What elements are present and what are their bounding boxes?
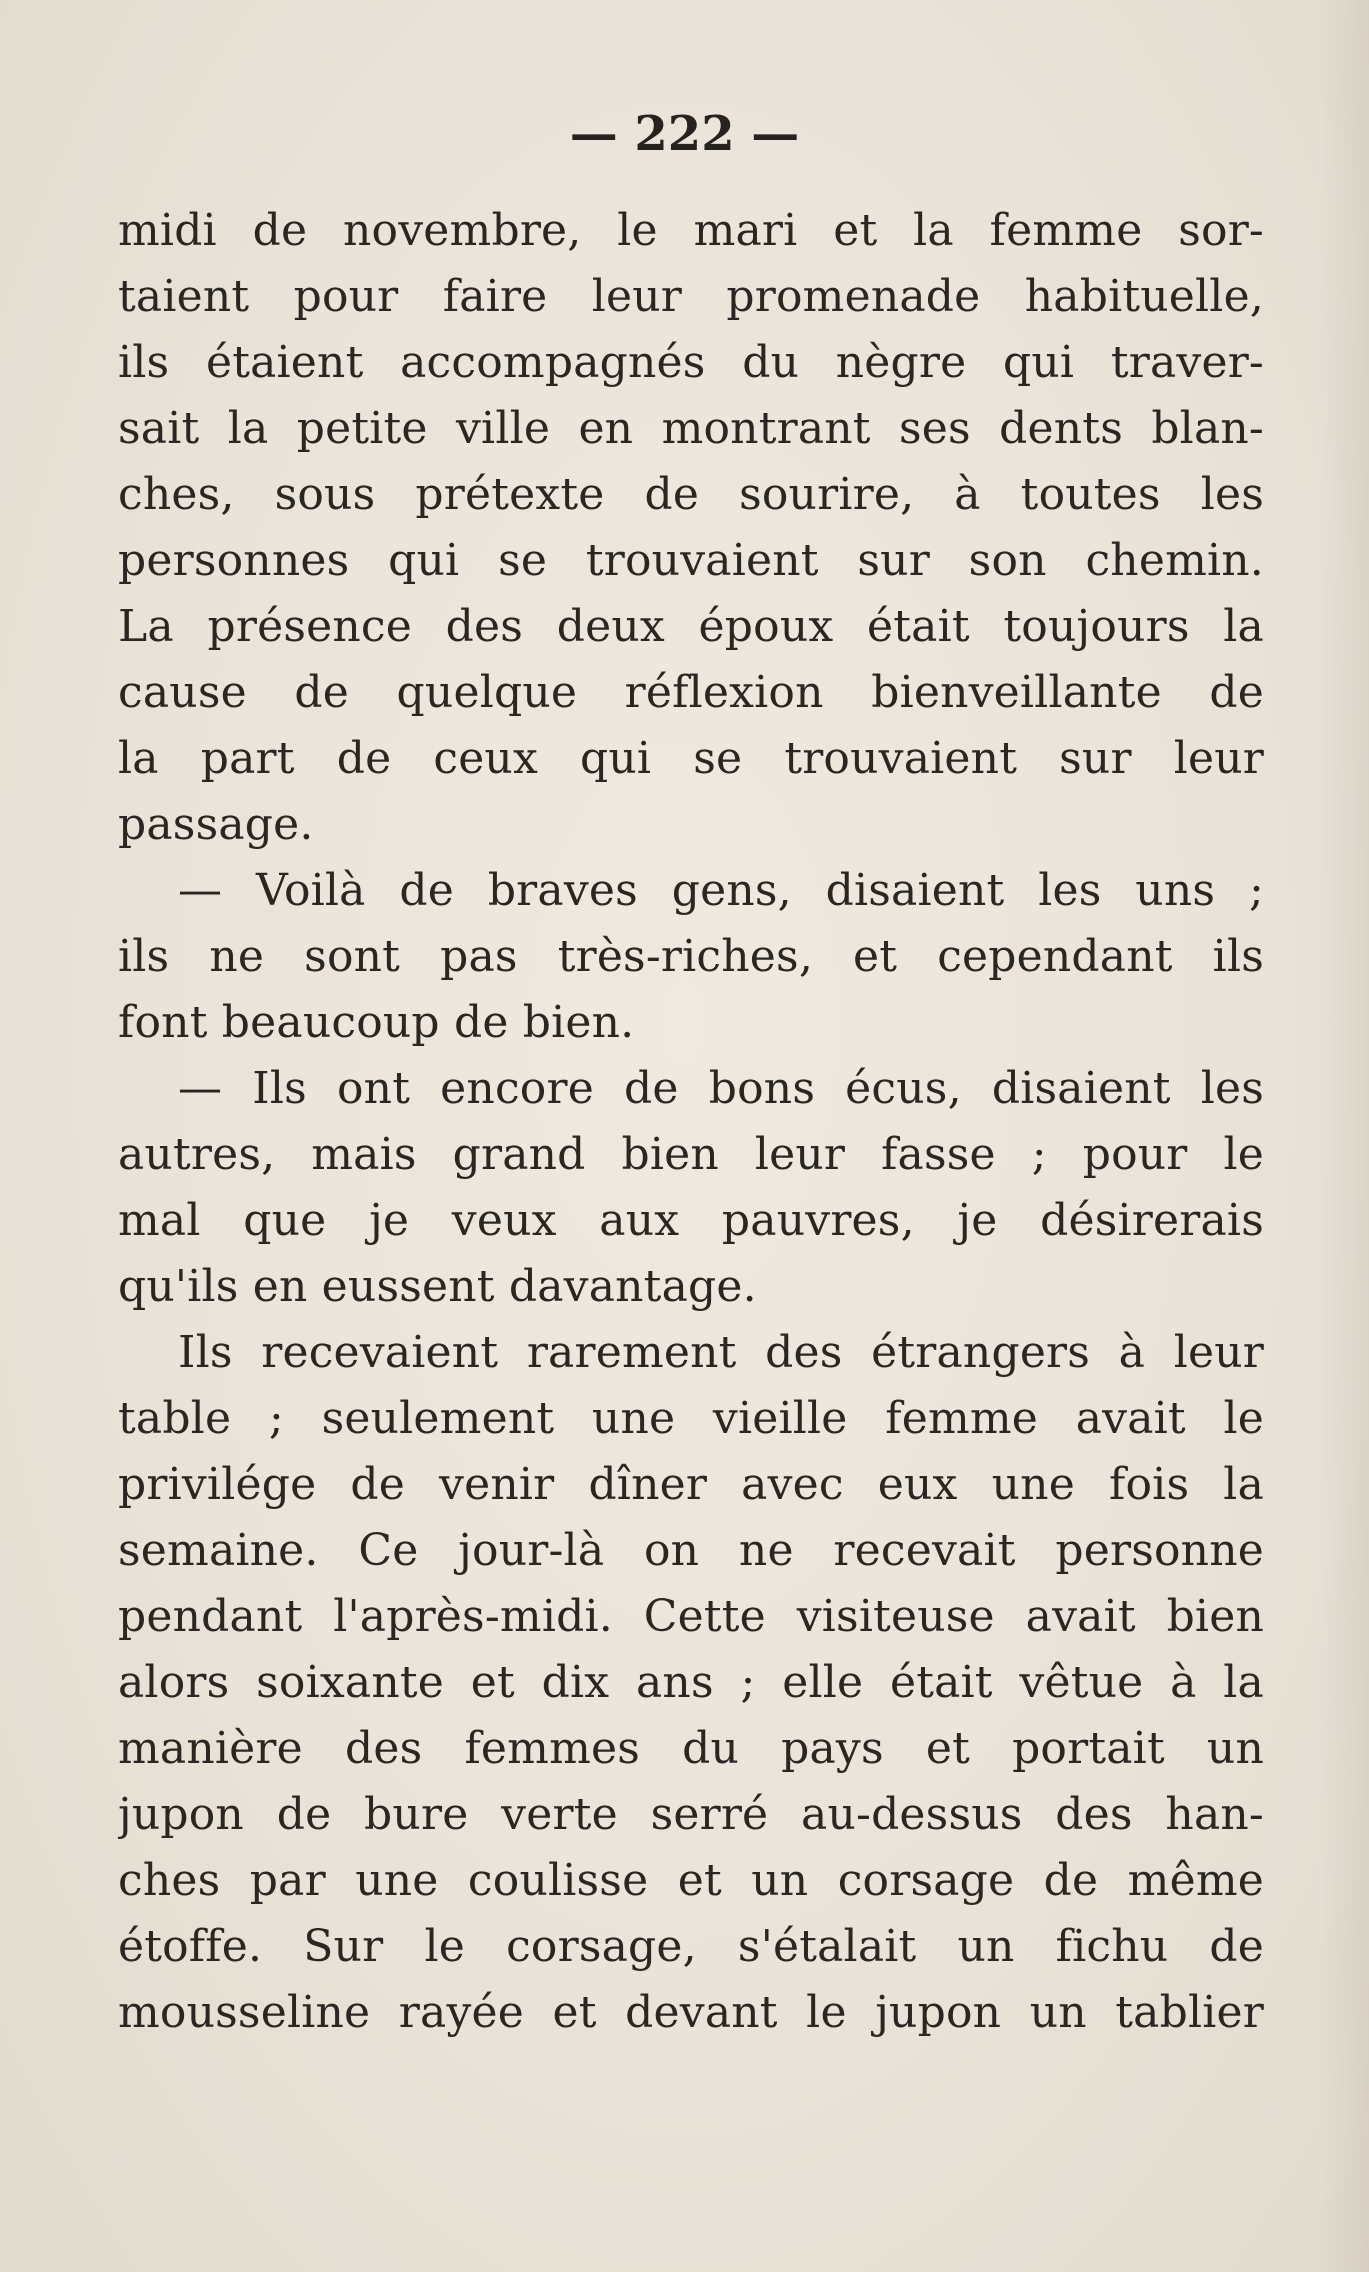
- text-line: sait la petite ville en montrant ses dents blan-: [118, 403, 1264, 454]
- text-line: La présence des deux époux était toujours la: [118, 601, 1264, 652]
- text-line: étoffe. Sur le corsage, s'étalait un fichu de: [118, 1921, 1264, 1972]
- text-line: table ; seulement une vieille femme avait le: [118, 1393, 1264, 1444]
- text-line: pendant l'après-midi. Cette visiteuse avait bien: [118, 1591, 1264, 1642]
- text-line: — Ils ont encore de bons écus, disaient les: [178, 1063, 1264, 1114]
- text-line: — Voilà de braves gens, disaient les uns ;: [178, 865, 1264, 916]
- text-line: qu'ils en eussent davantage.: [118, 1261, 757, 1312]
- text-line: mousseline rayée et devant le jupon un tablier: [118, 1987, 1264, 2038]
- text-line: midi de novembre, le mari et la femme sor-: [118, 205, 1264, 256]
- text-line: ils ne sont pas très-riches, et cependant ils: [118, 931, 1264, 982]
- text-line: ches par une coulisse et un corsage de même: [118, 1855, 1264, 1906]
- page-number: — 222 —: [569, 106, 800, 162]
- text-line: ils étaient accompagnés du nègre qui traver-: [118, 337, 1264, 388]
- text-line: jupon de bure verte serré au-dessus des han-: [118, 1789, 1264, 1840]
- text-line: font beaucoup de bien.: [118, 997, 635, 1048]
- text-line: personnes qui se trouvaient sur son chemin.: [118, 535, 1264, 586]
- text-line: autres, mais grand bien leur fasse ; pour le: [118, 1129, 1264, 1180]
- text-line: Ils recevaient rarement des étrangers à leur: [178, 1327, 1264, 1378]
- text-line: privilége de venir dîner avec eux une fois la: [118, 1459, 1264, 1510]
- text-line: la part de ceux qui se trouvaient sur leur: [118, 733, 1264, 784]
- text-line: cause de quelque réflexion bienveillante de: [118, 667, 1264, 718]
- text-line: ches, sous prétexte de sourire, à toutes les: [118, 469, 1264, 520]
- text-line: mal que je veux aux pauvres, je désirerais: [118, 1195, 1264, 1246]
- page-edge-shadow: [1319, 0, 1369, 2272]
- text-line: semaine. Ce jour-là on ne recevait personne: [118, 1525, 1264, 1576]
- text-line: taient pour faire leur promenade habituelle,: [118, 271, 1264, 322]
- text-line: passage.: [118, 799, 314, 850]
- text-line: alors soixante et dix ans ; elle était vêtue à la: [118, 1657, 1264, 1708]
- text-line: manière des femmes du pays et portait un: [118, 1723, 1264, 1774]
- body-text: [118, 198, 1264, 2046]
